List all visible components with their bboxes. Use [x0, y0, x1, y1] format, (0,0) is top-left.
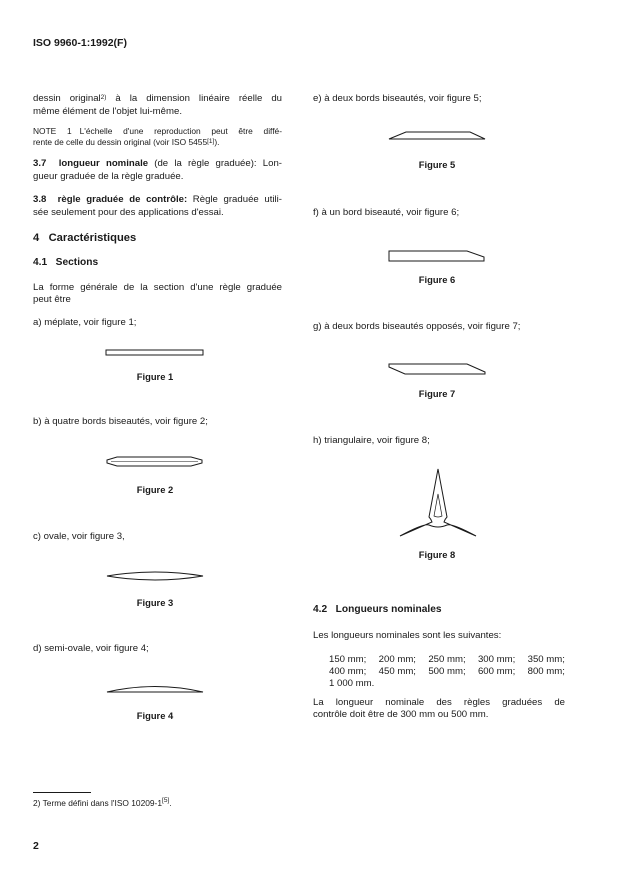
- list-item-e: e) à deux bords biseautés, voir figure 5;: [313, 93, 482, 104]
- footnote-separator: [33, 792, 91, 793]
- page-number: 2: [33, 840, 39, 852]
- figure-4-caption: Figure 4: [136, 710, 174, 721]
- section-4-title: Caractéristiques: [48, 232, 137, 244]
- definition-3-8-text: Règle graduée utili-: [187, 194, 282, 205]
- section-4-2-heading: [313, 604, 442, 615]
- note-1-line-2: [33, 137, 219, 148]
- list-item-g: g) à deux bords biseautés opposés, voir figure 7;: [313, 321, 521, 332]
- section-4-1-heading: [33, 257, 98, 268]
- document-id: ISO 9960-1:1992(F): [33, 37, 127, 49]
- length-value: 450 mm;: [378, 666, 416, 677]
- footnote-text: 2) Terme défini dans l'ISO 10209-1: [33, 798, 163, 808]
- footnote-text-end: .: [169, 798, 172, 808]
- sections-intro-line-2: peut être: [33, 294, 71, 305]
- figure-3-caption: Figure 3: [136, 597, 174, 608]
- section-4-number: 4: [33, 232, 40, 244]
- list-item-h: h) triangulaire, voir figure 8;: [313, 435, 430, 446]
- length-value: 250 mm;: [428, 654, 466, 665]
- definition-3-7-line-1: [33, 157, 282, 170]
- list-item-a: a) méplate, voir figure 1;: [33, 317, 137, 328]
- figure-4-semi-oval-section: [105, 684, 205, 694]
- note-1-line-1: [33, 126, 282, 137]
- definition-3-8-number: 3.8: [33, 194, 47, 205]
- section-4-1-title: Sections: [55, 257, 99, 268]
- continuation-text-b: à la dimension linéaire réelle du: [106, 93, 282, 104]
- section-4-1-number: 4.1: [33, 257, 48, 268]
- length-value: 300 mm;: [477, 654, 516, 665]
- definition-3-7-line-2: gueur graduée de la règle graduée.: [33, 171, 184, 182]
- lengths-intro: Les longueurs nominales sont les suivantes:: [313, 630, 502, 641]
- definition-3-8-line-1: [33, 193, 282, 206]
- length-value: 800 mm;: [527, 666, 565, 677]
- definition-3-7-text: (de la règle graduée): Lon-: [148, 158, 282, 169]
- note-reference: [1]: [207, 138, 215, 145]
- sections-intro-line-1: La forme générale de la section d'une règle graduée: [33, 282, 282, 293]
- figure-3-oval-section: [105, 570, 205, 582]
- continuation-text-a: dessin original: [33, 93, 101, 104]
- footnote-2: [33, 798, 172, 808]
- length-value: 350 mm;: [527, 654, 565, 665]
- list-item-d: d) semi-ovale, voir figure 4;: [33, 643, 149, 654]
- note-text-1: L'échelle d'une reproduction peut être diffé-: [79, 126, 282, 136]
- definition-3-7-term: longueur nominale: [58, 158, 149, 169]
- lengths-row-3: 1 000 mm.: [329, 678, 375, 689]
- note-text-2-end: ).: [214, 137, 220, 147]
- length-value: 400 mm;: [329, 666, 367, 677]
- length-value: 150 mm;: [329, 654, 367, 665]
- definition-3-8-line-2: sée seulement pour des applications d'essai.: [33, 207, 224, 218]
- figure-7-caption: Figure 7: [418, 388, 456, 399]
- footnote-ref-2: 2): [100, 94, 107, 101]
- figure-8-triangular-section: [398, 466, 478, 538]
- note-label: NOTE 1: [33, 126, 72, 136]
- footnote-reference: [5]: [162, 797, 170, 804]
- note-text-2: rente de celle du dessin original (voir ISO 5455: [33, 137, 208, 147]
- definition-3-7-number: 3.7: [33, 158, 47, 169]
- figure-2-caption: Figure 2: [136, 484, 174, 495]
- figure-6-single-bevel-section: [387, 249, 487, 263]
- section-4-2-number: 4.2: [313, 604, 328, 615]
- section-4-2-title: Longueurs nominales: [335, 604, 442, 615]
- continuation-line-2: même élément de l'objet lui-même.: [33, 106, 182, 117]
- definition-3-8-term: règle graduée de contrôle:: [57, 194, 188, 205]
- list-item-b: b) à quatre bords biseautés, voir figure 2;: [33, 416, 208, 427]
- control-rule-line-2: contrôle doit être de 300 mm ou 500 mm.: [313, 709, 489, 720]
- figure-8-caption: Figure 8: [418, 549, 456, 560]
- list-item-f: f) à un bord biseauté, voir figure 6;: [313, 207, 460, 218]
- figure-2-four-bevel-section: [105, 456, 205, 468]
- length-value: 200 mm;: [378, 654, 416, 665]
- continuation-line-1: [33, 92, 282, 105]
- length-value: 600 mm;: [477, 666, 516, 677]
- figure-5-caption: Figure 5: [418, 159, 456, 170]
- figure-6-caption: Figure 6: [418, 274, 456, 285]
- control-rule-line-1: La longueur nominale des règles graduées de: [313, 697, 565, 708]
- figure-1-caption: Figure 1: [136, 371, 174, 382]
- length-value: 500 mm;: [428, 666, 466, 677]
- section-4-heading: [33, 232, 136, 244]
- figure-1-flat-section: [105, 348, 205, 358]
- figure-5-two-bevel-section: [387, 130, 487, 142]
- figure-7-opposed-bevel-section: [387, 362, 487, 376]
- list-item-c: c) ovale, voir figure 3,: [33, 531, 125, 542]
